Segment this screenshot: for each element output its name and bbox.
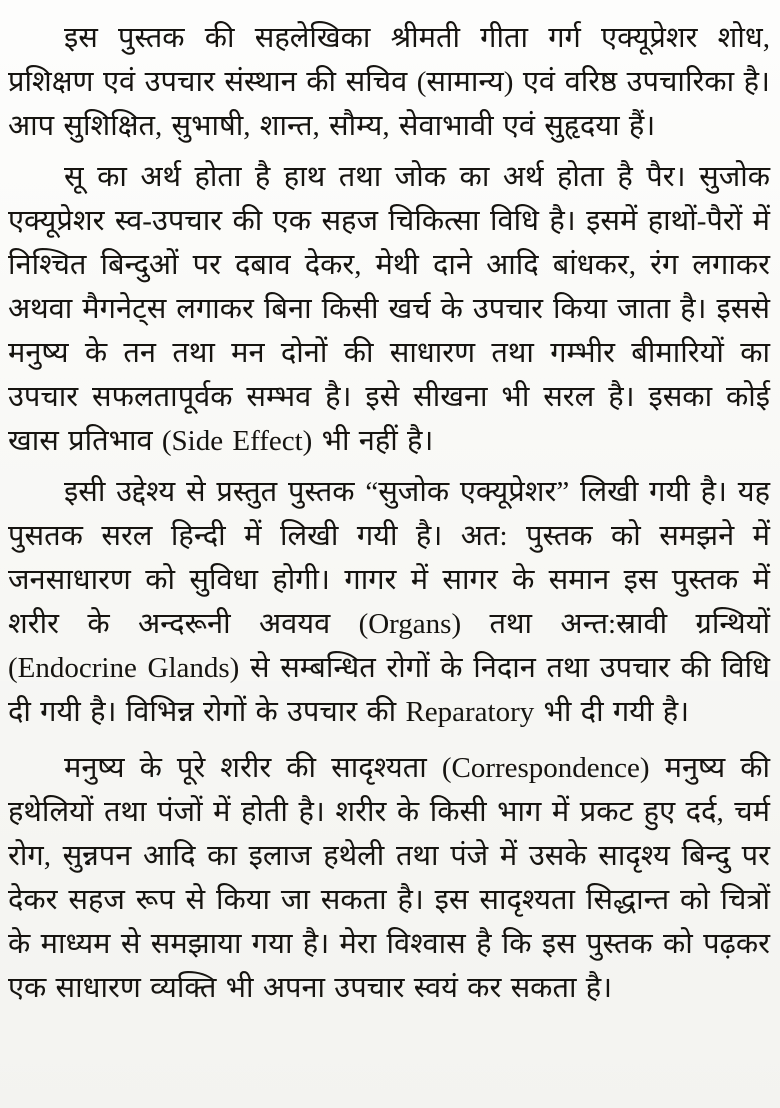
paragraph-sujok-meaning: सू का अर्थ होता है हाथ तथा जोक का अर्थ होता है पैर। सुजोक एक्यूप्रेशर स्व-उपचार की एक सहज चिकित्सा विधि है। इसमें हाथों-पैरों में निश्चित बिन्दुओं पर दबाव देकर, मेथी दाने आदि बांधकर, रंग लगाकर अथवा मैगनेट्स लगाकर बिना किसी खर्च के उपचार किया जाता है। इससे मनुष्य के तन तथा मन दोनों की साधारण तथा गम्भीर बीमारियों का उपचार सफलतापूर्वक सम्भव है। इसे सीखना भी सरल है। इसका कोई खास प्रतिभाव (Side Effect) भी नहीं है। xyxy=(8,161,770,457)
paragraph-author-intro: इस पुस्तक की सहलेखिका श्रीमती गीता गर्ग एक्यूप्रेशर शोध, प्रशिक्षण एवं उपचार संस्थान की सचिव (सामान्य) एवं वरिष्ठ उपचारिका है। आप सुशिक्षित, सुभाषी, शान्त, सौम्य, सेवाभावी एवं सुहृदया हैं। xyxy=(8,22,770,142)
paragraph-correspondence: मनुष्य के पूरे शरीर की सादृश्यता (Correspondence) मनुष्य की हथेलियों तथा पंजों में होती है। शरीर के किसी भाग में प्रकट हुए दर्द, चर्म रोग, सुन्नपन आदि का इलाज हथेली तथा पंजे में उसके सादृश्य बिन्दु पर देकर सहज रूप से किया जा सकता है। इस सादृश्यता सिद्धान्त को चित्रों के माध्यम से समझाया गया है। मेरा विश्वास है कि इस पुस्तक को पढ़कर एक साधारण व्यक्ति भी अपना उपचार स्वयं कर सकता है। xyxy=(8,752,770,1004)
paragraph-book-purpose: इसी उद्देश्य से प्रस्तुत पुस्तक “सुजोक एक्यूप्रेशर” लिखी गयी है। यह पुसतक सरल हिन्दी में लिखी गयी है। अत: पुस्तक को समझने में जनसाधारण को सुविधा होगी। गागर में सागर के समान इस पुस्तक में शरीर के अन्दरूनी अवयव (Organs) तथा अन्त:स्रावी ग्रन्थियों (Endocrine Glands) से सम्बन्धित रोगों के निदान तथा उपचार की विधि दी गयी है। विभिन्न रोगों के उपचार की Reparatory भी दी गयी है। xyxy=(8,476,770,728)
